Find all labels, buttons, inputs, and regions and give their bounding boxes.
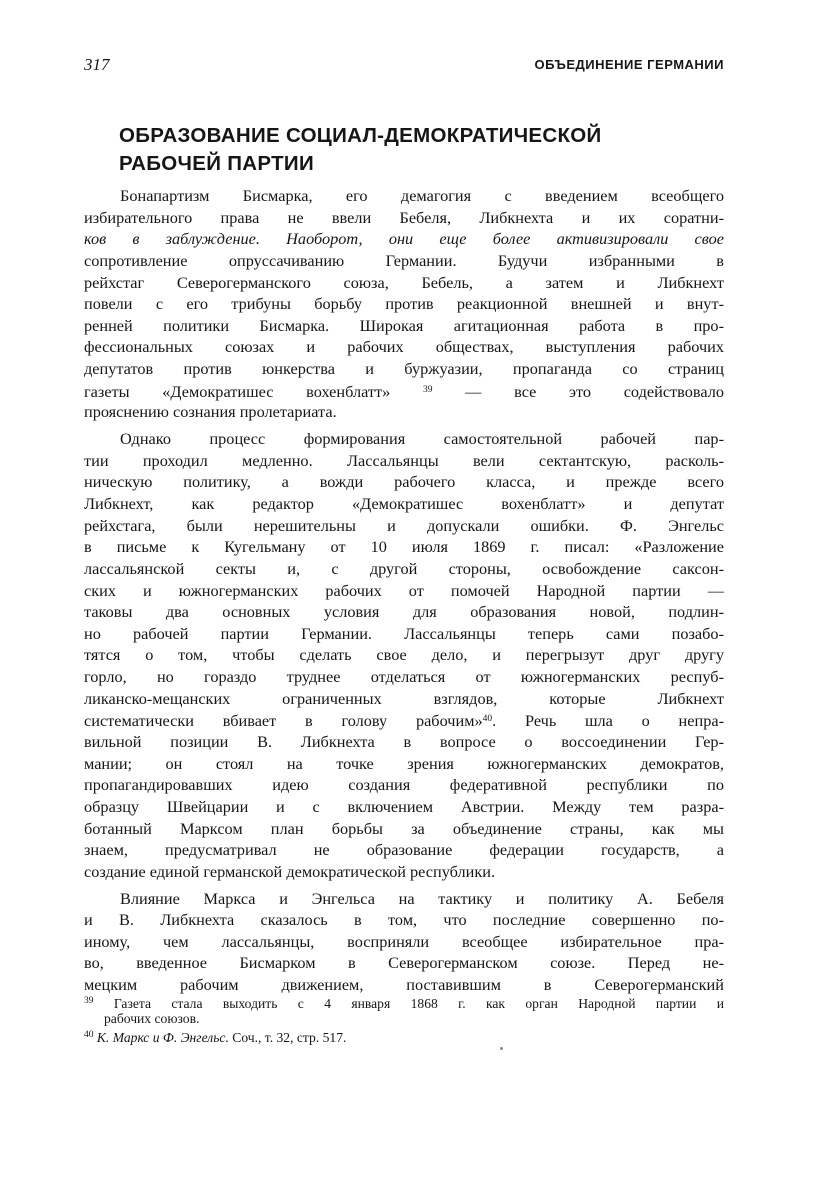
text-line: во, введенное Бисмарком в Северогерманском союзе. Перед не- [84,953,724,973]
text-line: ническую политику, а вожди рабочего класса, и прежде всего [84,472,724,492]
footnote-line [84,1027,724,1044]
footnote-authors: К. Маркс и Ф. Энгельс. [96,1030,229,1045]
text-line: создание единой германской демократической республики. [84,861,496,881]
text-line: мецким рабочим движением, поставившим в Северогерманский [84,975,724,995]
paragraph-3 [84,888,724,996]
section-title-line-1: ОБРАЗОВАНИЕ СОЦИАЛ-ДЕМОКРАТИЧЕСКОЙ [119,124,602,147]
section-title [119,122,679,178]
text-line: образцу Швейцарии и с включением Австрии. Между тем разра- [84,796,724,816]
text-line: знаем, предусматривал не образование федерации государств, а [84,840,724,860]
footnote-ref-39[interactable]: 39 [422,384,433,395]
text-line: тятся о том, чтобы сделать свое дело, и перегрызут друг другу [84,645,724,665]
footnote-number: 40 [84,1030,94,1040]
running-title: ОБЪЕДИНЕНИЕ ГЕРМАНИИ [534,57,724,72]
text-segment: газеты «Демократишес вохенблатт» [84,381,391,401]
footnote-number: 39 [84,996,94,1006]
text-line: прояснению сознания пролетариата. [84,402,337,422]
scan-speck [500,1047,503,1050]
footnote-40 [84,1027,724,1044]
text-line: ских и южногерманских рабочих от помочей Народной партии — [84,580,724,600]
page-number: 317 [84,55,110,74]
text-line: и В. Либкнехта сказалось в том, что последние совершенно по- [84,910,724,930]
text-line: Влияние Маркса и Энгельса на тактику и политику А. Бебеля [120,888,724,908]
text-line: ренней политики Бисмарка. Широкая агитационная работа в про- [84,315,724,335]
text-line: фессиональных союзах и рабочих обществах, выступления рабочих [84,337,724,357]
footnote-ref-40[interactable]: 40 [482,714,493,725]
body-text [84,185,724,996]
paragraph-2 [84,428,724,882]
text-line: депутатов против юнкерства и буржуазии, пропаганда со страниц [84,359,724,379]
text-line: Либкнехт, как редактор «Демократишес вохенблатт» и депутат [84,493,724,513]
footnote-text: Газета стала выходить с 4 января 1868 г. как орган Народной партии и [113,996,725,1011]
text-line: повели с его трибуны борьбу против реакционной внешней и внут- [84,294,724,314]
text-line-italic: ков в заблуждение. Наоборот, они еще более активизировали свое [84,229,724,249]
text-line: тии проходил медленно. Лассальянцы вели сектантскую, расколь- [84,450,724,470]
text-line: в письме к Кугельману от 10 июля 1869 г. писал: «Разложение [84,537,724,557]
text-line: мании; он стоял на точке зрения южногерманских демократов, [84,753,724,773]
text-line: таковы два основных условия для образования новой, подлин- [84,602,724,622]
text-line [84,380,724,402]
footnote-line [84,993,724,1010]
text-line: иному, чем лассальянцы, восприняли всеобщее избирательное пра- [84,931,724,951]
footnote-text: Соч., т. 32, стр. 517. [232,1030,347,1045]
text-line: ликанско-мещанских ограниченных взглядов, которые Либкнехт [84,688,724,708]
text-segment: . Речь шла о непра- [492,711,724,731]
text-line [84,709,724,731]
text-segment: — все это содействовало [465,381,724,401]
footnote-39 [84,993,724,1027]
page-header [84,55,724,79]
section-title-line-2: РАБОЧЕЙ ПАРТИИ [119,152,314,175]
footnote-line: рабочих союзов. [104,1011,200,1026]
text-line: вильной позиции В. Либкнехта в вопросе о воссоединении Гер- [84,732,724,752]
text-line: пропагандировавших идею создания федеративной республики по [84,775,724,795]
text-line [84,228,724,250]
text-line: сопротивление опруссачиванию Германии. Будучи избранными в [84,250,724,270]
text-line: лассальянской секты и, с другой стороны, освобождение саксон- [84,558,724,578]
text-line: горло, но гораздо труднее отделаться от южногерманских респуб- [84,667,724,687]
text-line: рейхстага, были нерешительны и допускали ошибки. Ф. Энгельс [84,515,724,535]
text-line: но рабочей партии Германии. Лассальянцы теперь сами позабо- [84,623,724,643]
text-line: Однако процесс формирования самостоятельной рабочей пар- [120,429,724,449]
text-line: избирательного права не ввели Бебеля, Либкнехта и их соратни- [84,207,724,227]
footnotes [84,993,724,1044]
text-line: рейхстаг Северогерманского союза, Бебель, а затем и Либкнехт [84,272,724,292]
text-line: Бонапартизм Бисмарка, его демагогия с введением всеобщего [120,186,724,205]
paragraph-1 [84,185,724,423]
text-segment: систематически вбивает в голову рабочим» [84,711,483,731]
text-line: ботанный Марксом план борьбы за объединение страны, как мы [84,818,724,838]
